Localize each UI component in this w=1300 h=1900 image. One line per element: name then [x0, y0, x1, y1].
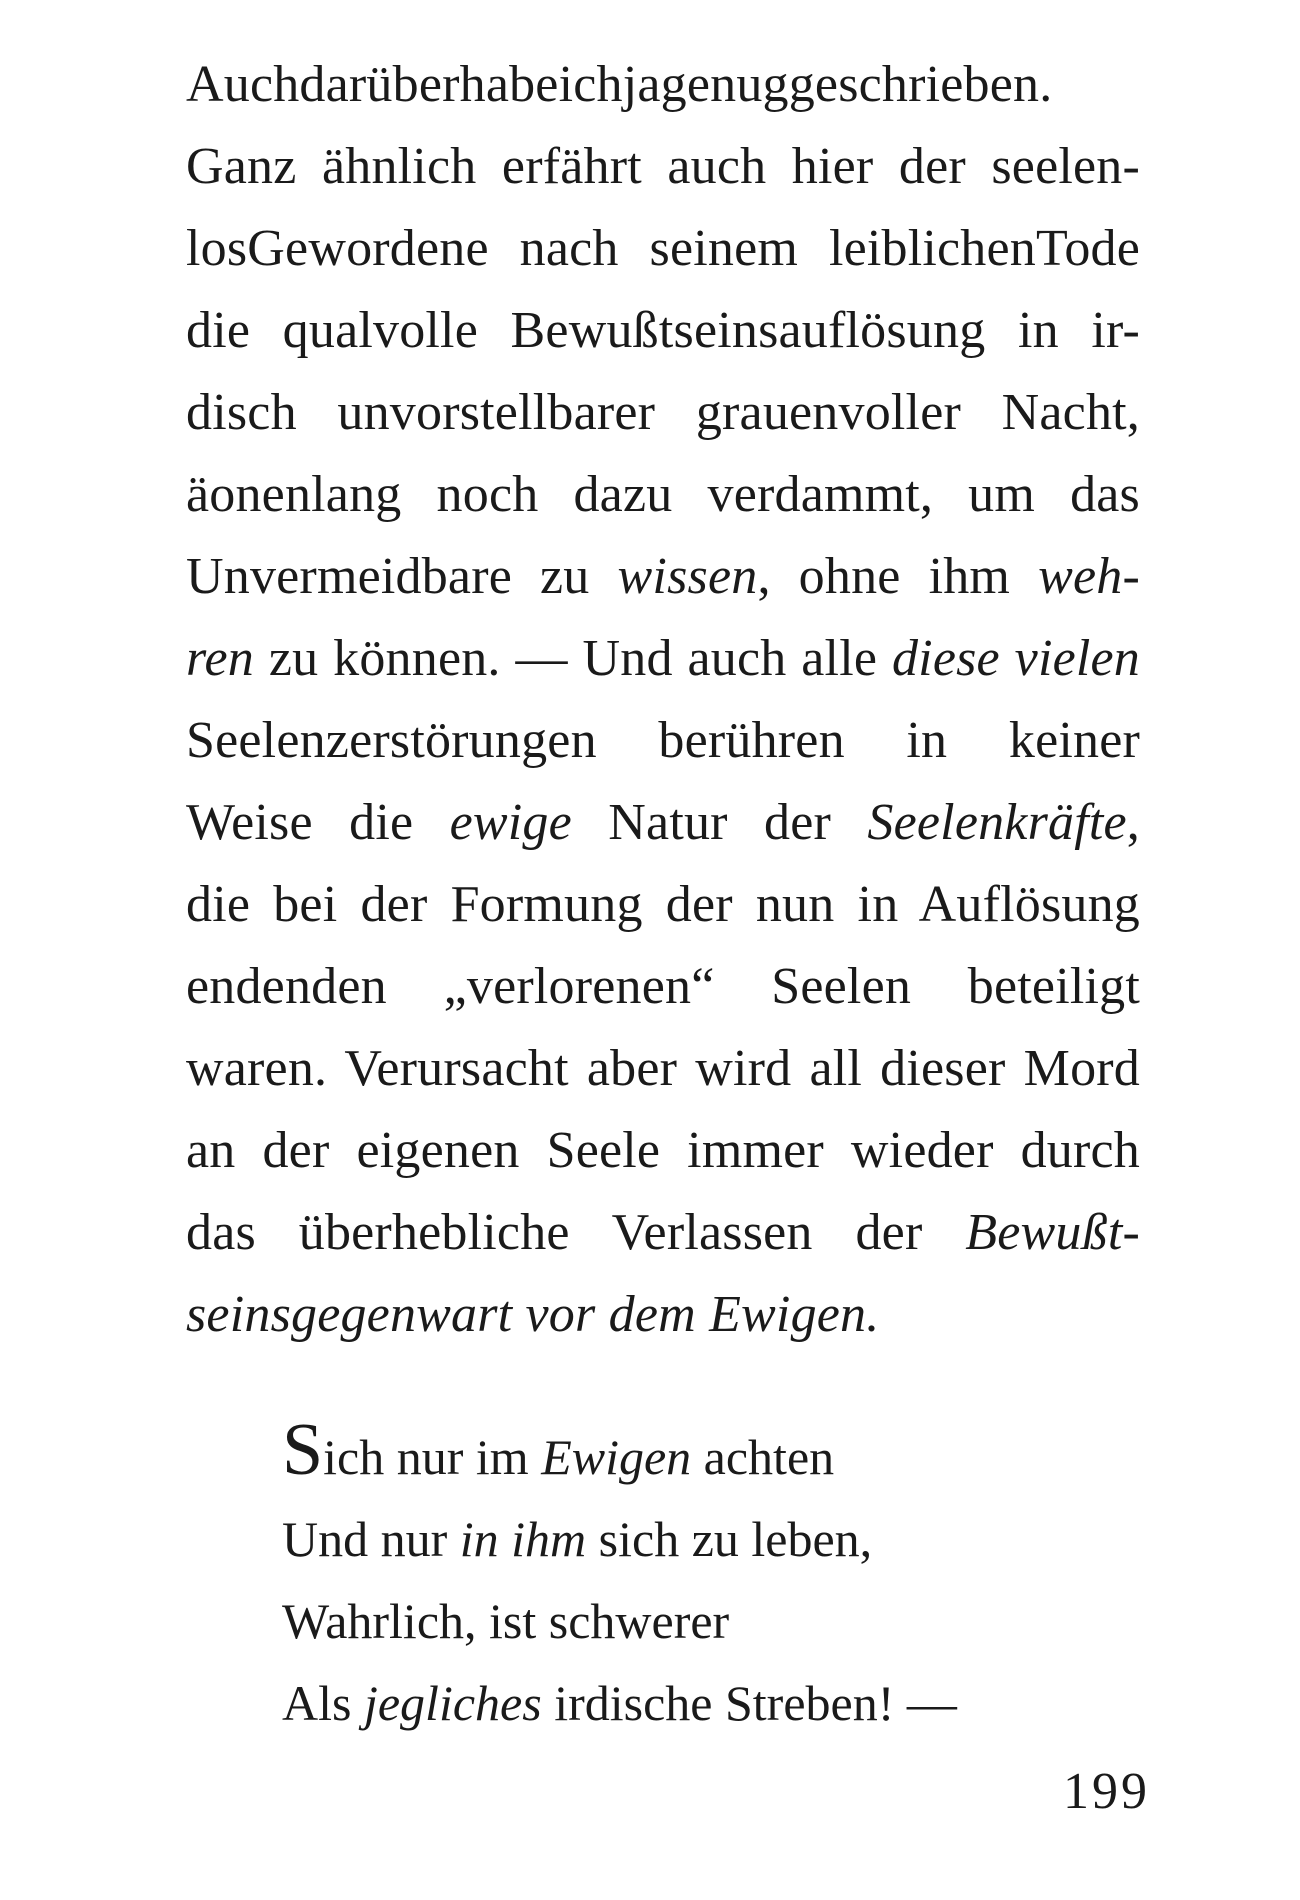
italic-text: ren [186, 630, 254, 687]
prose-line [186, 1192, 1140, 1274]
text-segment: , ohne ihm [757, 548, 1039, 605]
text-segment: Als [282, 1675, 364, 1731]
text-segment: ich nur im [323, 1429, 542, 1485]
text-segment: Ganz ähnlich erfährt auch hier der seelen- [186, 138, 1140, 195]
text-segment: die bei der Formung der nun in Auflösung [186, 876, 1140, 933]
text-segment: losGewordene nach seinem leiblichenTode [186, 220, 1140, 277]
italic-text: Bewußt- [965, 1204, 1140, 1261]
drop-cap: S [282, 1409, 324, 1491]
prose-line [186, 618, 1140, 700]
italic-text: Ewigen [541, 1429, 692, 1485]
text-segment: achten [691, 1429, 835, 1485]
prose-line [186, 44, 1140, 126]
italic-text: jegliches [363, 1675, 542, 1731]
prose-line [186, 700, 1140, 782]
prose-line [186, 1274, 1140, 1356]
text-segment: das überhebliche Verlassen der [186, 1204, 966, 1261]
text-segment: Seelenzerstörungen berühren in keiner [186, 712, 1140, 769]
text-segment: Unvermeidbare zu [186, 548, 618, 605]
text-segment: waren. Verursacht aber wird all dieser Mord [186, 1040, 1140, 1097]
italic-text: seinsgegenwart vor dem Ewigen. [186, 1286, 880, 1343]
text-segment: Weise die [186, 794, 450, 851]
text-segment: äonenlang noch dazu verdammt, um das [186, 466, 1140, 523]
italic-text: diese vielen [891, 630, 1140, 687]
italic-text: in ihm [459, 1511, 587, 1567]
italic-text: wissen [617, 548, 758, 605]
prose-line [186, 1110, 1140, 1192]
italic-text: ewige [449, 794, 572, 851]
text-segment: an der eigenen Seele immer wieder durch [186, 1122, 1140, 1179]
prose-line [186, 782, 1140, 864]
text-segment: , [1126, 794, 1140, 851]
prose-line [186, 536, 1140, 618]
text-segment: sich zu leben, [586, 1511, 873, 1567]
poem-line [282, 1580, 1082, 1662]
prose-line [186, 372, 1140, 454]
prose-paragraph [186, 44, 1140, 1356]
prose-line [186, 208, 1140, 290]
poem-line [282, 1498, 1082, 1580]
poem-line [282, 1662, 1082, 1744]
italic-text: Seelenkräfte [867, 794, 1127, 851]
prose-line [186, 290, 1140, 372]
text-segment: irdische Streben! — [541, 1675, 957, 1731]
text-segment: disch unvorstellbarer grauenvoller Nacht, [186, 384, 1140, 441]
text-segment: Auchdarüberhabeichjagenuggeschrieben. [186, 56, 1053, 113]
text-segment: Natur der [571, 794, 868, 851]
poem-stanza [282, 1409, 1082, 1744]
prose-line [186, 454, 1140, 536]
prose-line [186, 1028, 1140, 1110]
text-segment: endenden „verlorenen“ Seelen beteiligt [186, 958, 1140, 1015]
prose-line [186, 946, 1140, 1028]
page-number: 199 [1063, 1763, 1150, 1820]
text-segment: Und nur [282, 1511, 460, 1567]
italic-text: weh- [1038, 548, 1140, 605]
prose-line [186, 126, 1140, 208]
text-segment: die qualvolle Bewußtseinsauflösung in ir- [186, 302, 1140, 359]
text-segment: zu können. — Und auch alle [254, 630, 892, 687]
poem-line [282, 1409, 1082, 1498]
text-segment: Wahrlich, ist schwerer [282, 1593, 730, 1649]
prose-line [186, 864, 1140, 946]
